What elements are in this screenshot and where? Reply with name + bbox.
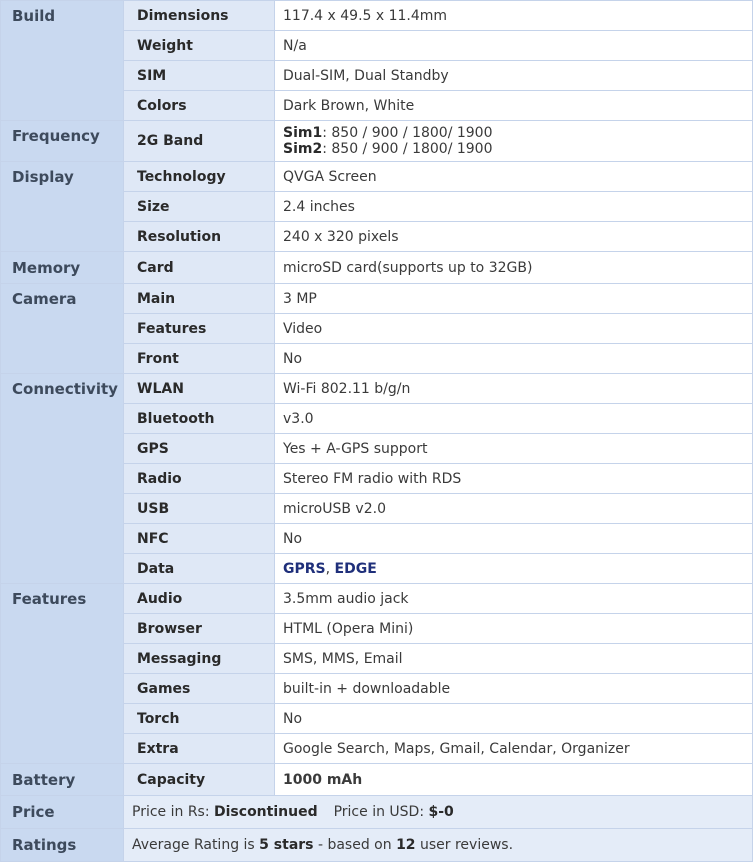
spec-row-2g-band <box>1 121 753 162</box>
ratings-row <box>1 829 753 862</box>
spec-value: No <box>275 524 753 554</box>
price-usd-label: Price in USD: <box>333 804 429 820</box>
spec-label: Features <box>124 314 275 344</box>
spec-label: Games <box>124 674 275 704</box>
spec-value: No <box>275 344 753 374</box>
spec-value: QVGA Screen <box>275 162 753 192</box>
price-rs-label: Price in Rs: <box>132 804 215 820</box>
spec-value: Yes + A-GPS support <box>275 434 753 464</box>
spec-label: Front <box>124 344 275 374</box>
spec-row-audio <box>1 584 753 614</box>
spec-value: 240 x 320 pixels <box>275 222 753 252</box>
spec-label: Card <box>124 252 275 284</box>
spec-label: 2G Band <box>124 121 275 162</box>
spec-row-main <box>1 284 753 314</box>
spec-label: Radio <box>124 464 275 494</box>
spec-label: Colors <box>124 91 275 121</box>
price-rs-value: Discontinued <box>214 804 318 820</box>
spec-label: SIM <box>124 61 275 91</box>
sim1-bands <box>283 125 752 141</box>
spec-value: 117.4 x 49.5 x 11.4mm <box>275 1 753 31</box>
spec-value: 3 MP <box>275 284 753 314</box>
spec-value: Dual-SIM, Dual Standby <box>275 61 753 91</box>
spec-label: USB <box>124 494 275 524</box>
spec-value: HTML (Opera Mini) <box>275 614 753 644</box>
spec-value: N/a <box>275 31 753 61</box>
spec-value: microSD card(supports up to 32GB) <box>275 252 753 284</box>
spec-value: 3.5mm audio jack <box>275 584 753 614</box>
spec-label: Resolution <box>124 222 275 252</box>
spec-value-2g-band <box>275 121 753 162</box>
spec-label: Size <box>124 192 275 222</box>
spec-label: Messaging <box>124 644 275 674</box>
spec-label: Bluetooth <box>124 404 275 434</box>
spec-value: No <box>275 704 753 734</box>
spec-label: Torch <box>124 704 275 734</box>
spec-value: Wi-Fi 802.11 b/g/n <box>275 374 753 404</box>
ratings-info <box>124 829 753 862</box>
spec-value: v3.0 <box>275 404 753 434</box>
category-display: Display <box>1 162 124 252</box>
spec-value: Video <box>275 314 753 344</box>
price-info <box>124 796 753 829</box>
category-price: Price <box>1 796 124 829</box>
spec-label: WLAN <box>124 374 275 404</box>
spec-value: SMS, MMS, Email <box>275 644 753 674</box>
spec-label: NFC <box>124 524 275 554</box>
spec-label: Browser <box>124 614 275 644</box>
sim2-bands <box>283 141 752 157</box>
spec-label: GPS <box>124 434 275 464</box>
category-camera: Camera <box>1 284 124 374</box>
rating-text: Average Rating is <box>132 837 260 853</box>
spec-label: Extra <box>124 734 275 764</box>
rating-text: - based on <box>313 837 397 853</box>
category-frequency: Frequency <box>1 121 124 162</box>
spec-label: Data <box>124 554 275 584</box>
price-row <box>1 796 753 829</box>
spec-row-wlan <box>1 374 753 404</box>
spec-value: Stereo FM radio with RDS <box>275 464 753 494</box>
sim2-value: : 850 / 900 / 1800/ 1900 <box>322 141 493 157</box>
spec-row-card <box>1 252 753 284</box>
spec-label: Capacity <box>124 764 275 796</box>
category-memory: Memory <box>1 252 124 284</box>
spec-value: built-in + downloadable <box>275 674 753 704</box>
spec-value: Google Search, Maps, Gmail, Calendar, Organizer <box>275 734 753 764</box>
spec-label: Dimensions <box>124 1 275 31</box>
spec-label: Technology <box>124 162 275 192</box>
spec-row-capacity <box>1 764 753 796</box>
spec-label: Main <box>124 284 275 314</box>
spec-label: Audio <box>124 584 275 614</box>
spec-value: 2.4 inches <box>275 192 753 222</box>
price-usd-value: $-0 <box>428 804 454 820</box>
sim1-value: : 850 / 900 / 1800/ 1900 <box>322 125 493 141</box>
rating-stars: 5 stars <box>259 837 314 853</box>
category-connectivity: Connectivity <box>1 374 124 584</box>
spec-value: microUSB v2.0 <box>275 494 753 524</box>
sim2-label: Sim2 <box>283 141 323 157</box>
spec-value-data <box>275 554 753 584</box>
sim1-label: Sim1 <box>283 125 323 141</box>
gprs-link[interactable]: GPRS <box>283 560 326 577</box>
spec-row-dimensions <box>1 1 753 31</box>
category-build: Build <box>1 1 124 121</box>
spec-row-technology <box>1 162 753 192</box>
spec-label: Weight <box>124 31 275 61</box>
category-battery: Battery <box>1 764 124 796</box>
spec-value-capacity: 1000 mAh <box>275 764 753 796</box>
category-features: Features <box>1 584 124 764</box>
data-separator: , <box>325 560 335 577</box>
category-ratings: Ratings <box>1 829 124 862</box>
rating-text: user reviews. <box>415 837 514 853</box>
edge-link[interactable]: EDGE <box>334 560 377 577</box>
review-count: 12 <box>396 837 416 853</box>
spec-value: Dark Brown, White <box>275 91 753 121</box>
